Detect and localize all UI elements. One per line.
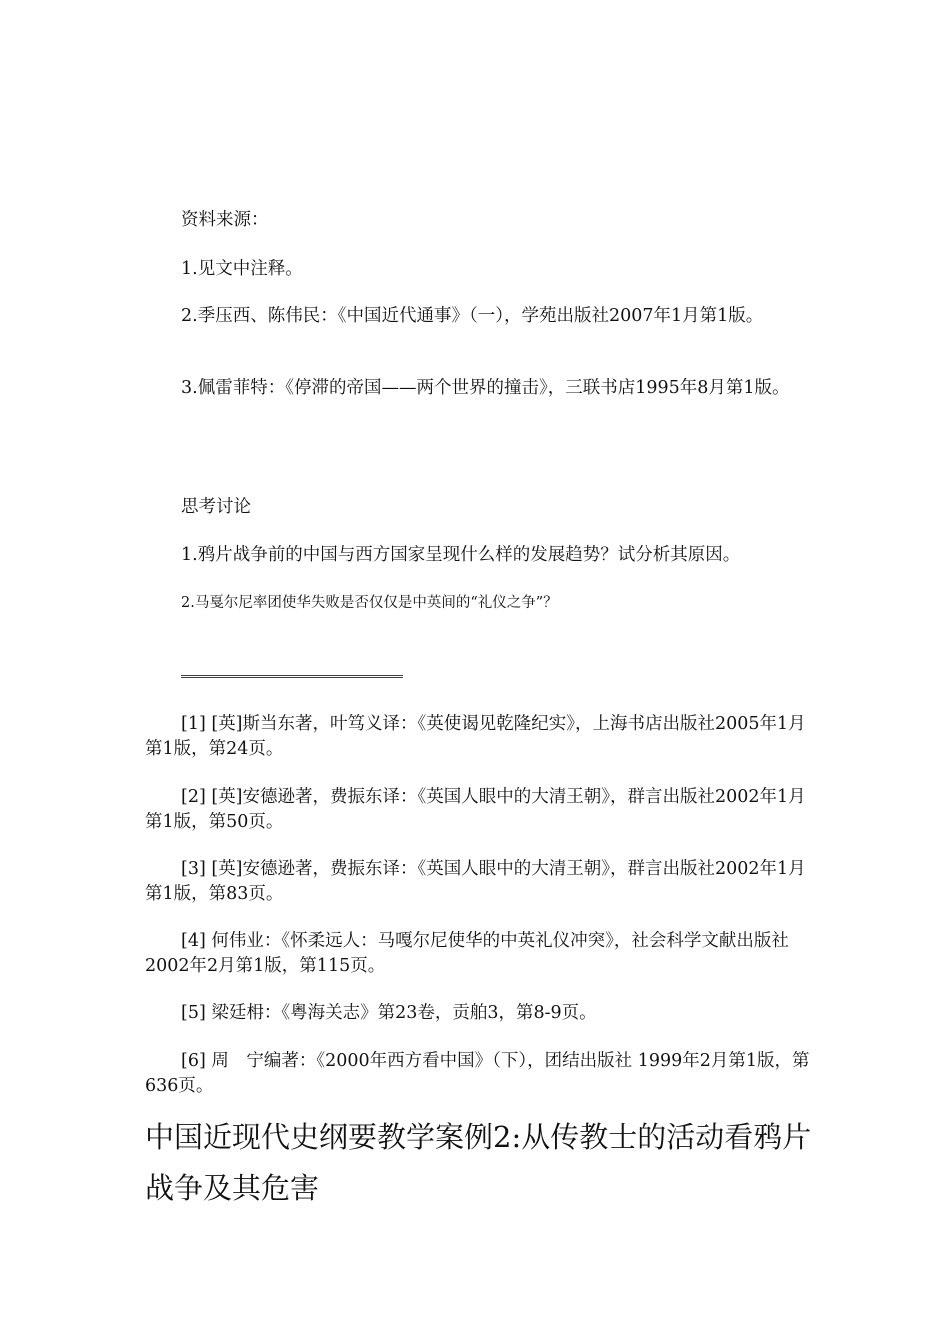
sources-heading: 资料来源： [181,210,269,230]
footnote-5: [5] 梁廷枏：《粤海关志》第23卷，贡舶3，第8-9页。 [181,1003,597,1023]
footnote-1: [1] [英]斯当东著，叶笃义译：《英使谒见乾隆纪实》，上海书店出版社2005年1月第1版，第24页。 [145,714,806,759]
footnote-3: [3] [英]安德逊著，费振东译：《英国人眼中的大清王朝》，群言出版社2002年1月第1版，第83页。 [145,859,806,904]
footnote-2: [2] [英]安德逊著，费振东译：《英国人眼中的大清王朝》，群言出版社2002年1月第1版，第50页。 [145,787,806,832]
next-case-title: 中国近现代史纲要教学案例2:从传教士的活动看鸦片战争及其危害 [145,1120,812,1205]
footnote-separator [181,675,403,678]
discussion-question-2: 2.马戛尔尼率团使华失败是否仅仅是中英间的“礼仪之争”？ [181,595,558,611]
discussion-heading: 思考讨论 [181,497,251,517]
discussion-question-1: 1.鸦片战争前的中国与西方国家呈现什么样的发展趋势？试分析其原因。 [181,545,741,565]
source-item-3: 3.佩雷菲特：《停滞的帝国——两个世界的撞击》，三联书店1995年8月第1版。 [181,378,790,398]
footnote-4: [4] 何伟业：《怀柔远人：马嘎尔尼使华的中英礼仪冲突》，社会科学文献出版社2002年2月第1版，第115页。 [145,931,789,976]
source-item-2: 2.季压西、陈伟民：《中国近代通事》（一），学苑出版社2007年1月第1版。 [181,306,764,326]
footnote-6: [6] 周 宁编著：《2000年西方看中国》（下），团结出版社 1999年2月第1版，第636页。 [145,1051,810,1096]
source-item-1: 1.见文中注释。 [181,259,303,279]
